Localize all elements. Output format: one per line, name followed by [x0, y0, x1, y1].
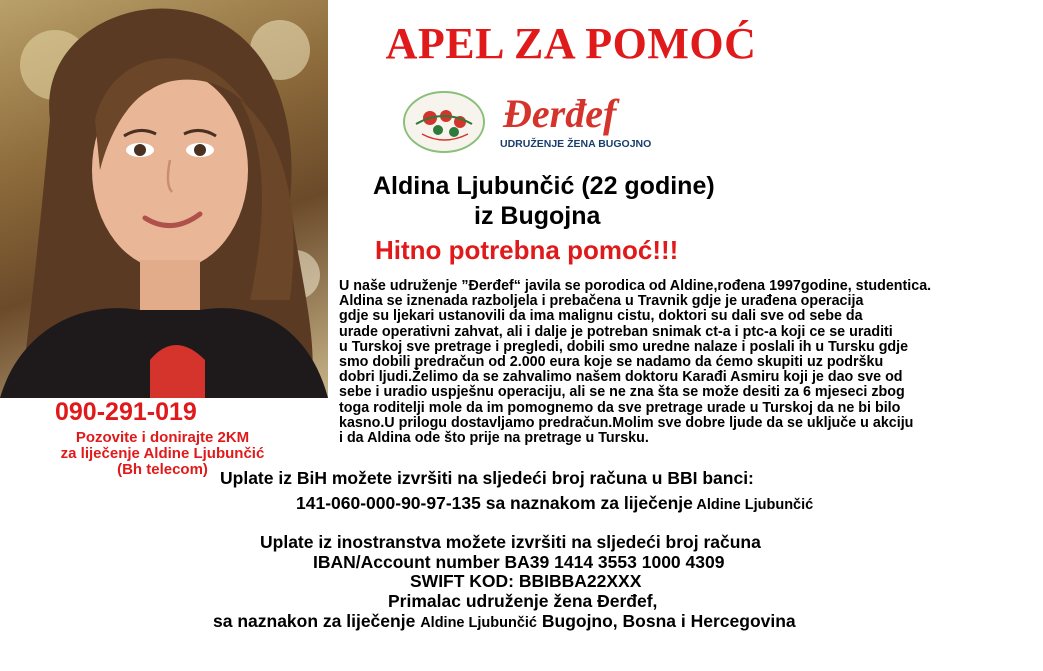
payment-intl-swift: SWIFT KOD: BBIBBA22XXX — [410, 571, 642, 591]
donation-phone-number[interactable]: 090-291-019 — [55, 398, 197, 426]
payment-intl-iban: IBAN/Account number BA39 1414 3553 1000 4309 — [313, 552, 725, 572]
story-line: smo dobili predračun od 2.000 eura koje se nadamo da ćemo skupiti uz podršku — [339, 354, 884, 371]
portrait-photo — [0, 0, 328, 398]
story-line: u Turskoj sve pretrage i pregledi, dobili smo uredne nalaze i poslali ih u Tursku gdje — [339, 338, 909, 355]
story-line: toga roditelji mole da im pomognemo da sve pretrage urade u Turskoj da ne bi bilo — [339, 399, 901, 416]
payment-bih-intro: Uplate iz BiH možete izvršiti na sljedeći broj računa u BBI banci: — [220, 468, 754, 488]
story-line: U naše udruženje ”Đerđef“ javila se porodica od Aldine,rođena 1997godine, studentica. — [339, 278, 932, 294]
urgent-headline: Hitno potrebna pomoć!!! — [375, 235, 679, 265]
story-text — [339, 279, 1039, 446]
sms-line: (Bh telecom) — [117, 461, 208, 478]
payment-intl-intro: Uplate iz inostranstva možete izvršiti na sljedeći broj računa — [260, 532, 761, 552]
bih-account-number: 141-060-000-90-97-135 sa naznakom za liječenje — [296, 493, 693, 513]
logo-wordmark: Đerđef — [503, 91, 617, 136]
person-name-age: Aldina Ljubunčić (22 godine) — [373, 172, 715, 200]
payment-bih-account — [296, 493, 813, 514]
appeal-title: APEL ZA POMOĆ — [385, 19, 757, 68]
portrait-figure — [0, 0, 328, 398]
reference-end: Bugojno, Bosna i Hercegovina — [537, 611, 796, 631]
payment-intl-reference — [213, 611, 796, 632]
story-line: dobri ljudi.Želimo da se zahvalimo našem doktoru Karađi Asmiru koji je dao sve od — [339, 369, 903, 386]
story-line: sebe i uradio uspješnu operaciju, ali se ne zna šta se može desiti za 6 mjeseci zbog — [339, 384, 905, 401]
story-line: gdje su ljekari ustanovili da ima malignu cistu, doktori su dali sve od sebe da — [339, 308, 863, 325]
reference-name: Aldine Ljubunčić — [420, 615, 537, 631]
story-line: urade operativni zahvat, ali i dalje je potreban snimak ct-a i ptc-a koji ce se uraditi — [339, 323, 893, 340]
sms-line: za liječenje Aldine Ljubunčić — [60, 445, 265, 462]
story-line: i da Aldina ode što prije na pretrage u Tursku. — [339, 430, 649, 447]
person-city: iz Bugojna — [474, 202, 601, 230]
bih-account-name: Aldine Ljubunčić — [692, 497, 814, 513]
logo-subtitle: UDRUŽENJE ŽENA BUGOJNO — [500, 138, 652, 150]
story-line: kasno.U prilogu dostavljamo predračun.Molim sve dobre ljude da se uključe u akciju — [339, 414, 914, 431]
reference-start: sa naznakon za liječenje — [213, 611, 416, 631]
payment-intl-recipient: Primalac udruženje žena Đerđef, — [388, 591, 658, 611]
story-line: Aldina se iznenada razboljela i prebačena u Travnik gdje je urađena operacija — [339, 293, 864, 310]
sms-line: Pozovite i donirajte 2KM — [75, 429, 250, 446]
